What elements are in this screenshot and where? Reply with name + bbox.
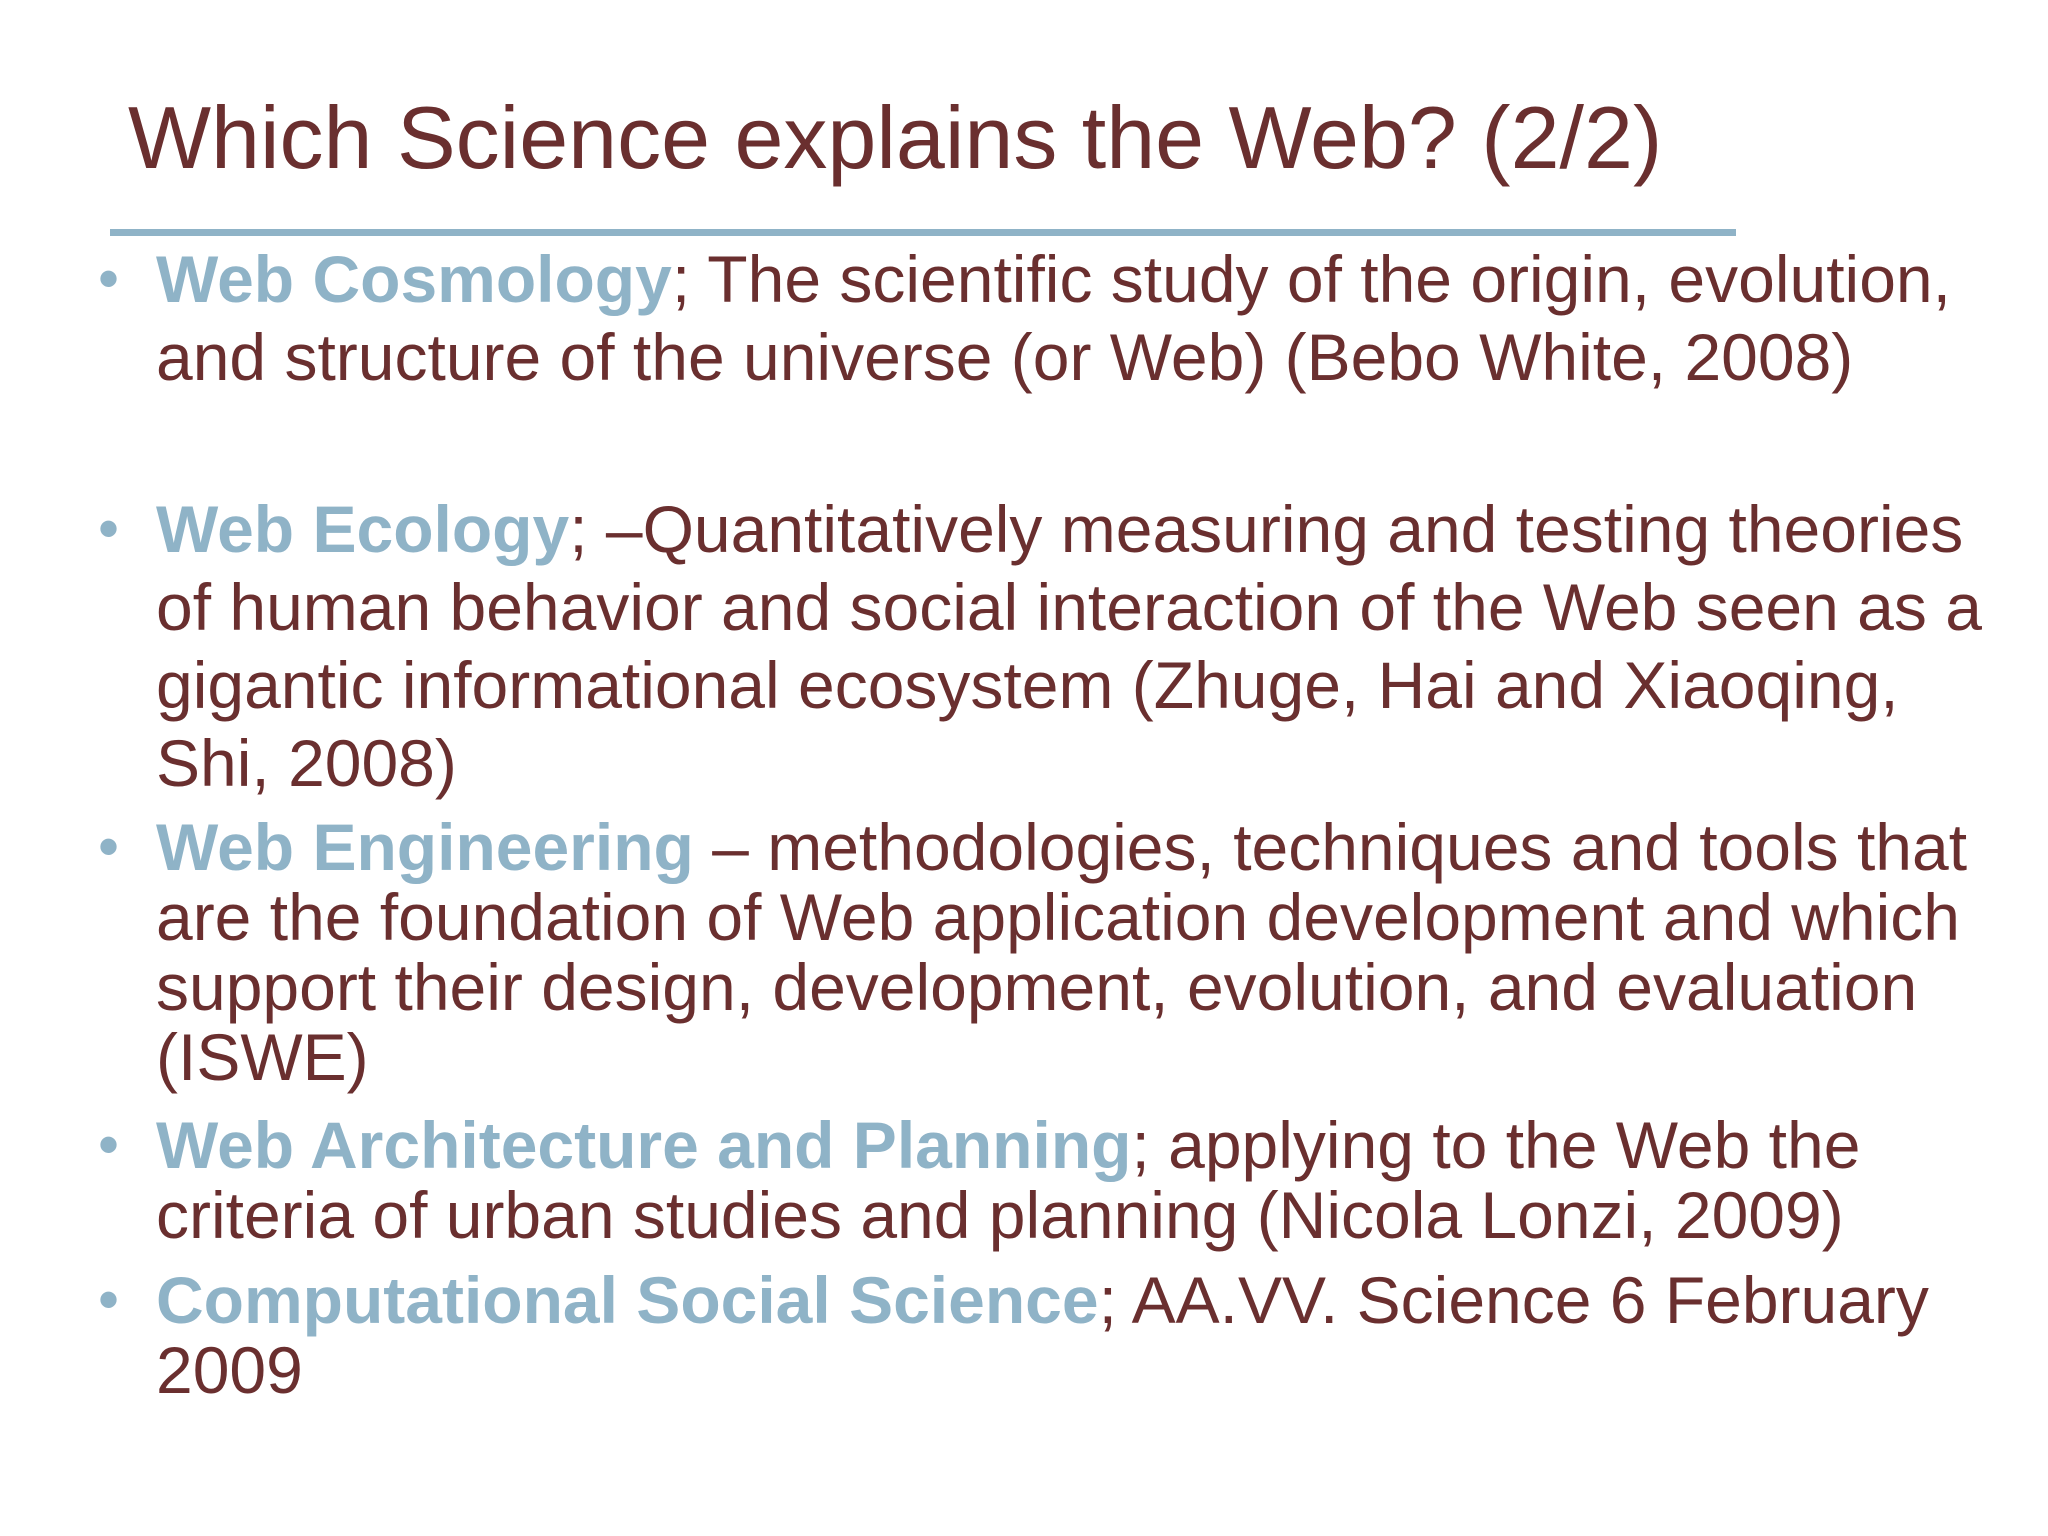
bullet-text: – methodologies, techniques and tools that are the foundation of Web application development and which support their design, development, evolution, and evaluation (ISWE) [156, 810, 1968, 1094]
bullet-item-web-engineering [98, 810, 2006, 1094]
bullet-dot-icon: • [98, 813, 120, 880]
bullet-text: ; The scientific study of the origin, evolution, and structure of the universe (or Web) (Bebo White, 2008) [156, 242, 1951, 394]
bullet-term: Web Cosmology [156, 242, 672, 316]
bullet-term: Web Ecology [156, 492, 570, 566]
title-underline [110, 229, 1736, 236]
bullet-item-computational-social-science [98, 1263, 2006, 1407]
bullet-item-web-ecology [98, 490, 2006, 802]
bullet-text: ; applying to the Web the criteria of urban studies and planning (Nicola Lonzi, 2009) [156, 1108, 1861, 1252]
bullet-dot-icon: • [98, 245, 120, 312]
bullet-text: ; –Quantitatively measuring and testing theories of human behavior and social interaction of the Web seen as a gigantic informational ecosystem (Zhuge, Hai and Xiaoqing, Shi, 2008) [156, 492, 1982, 800]
bullet-item-web-architecture [98, 1108, 2006, 1252]
bullet-term: Web Engineering [156, 810, 694, 884]
bullet-dot-icon: • [98, 495, 120, 562]
bullet-dot-icon: • [98, 1111, 120, 1178]
slide-title: Which Science explains the Web? (2/2) [128, 88, 1663, 187]
bullet-term: Web Architecture and Planning [156, 1108, 1132, 1182]
bullet-item-web-cosmology [98, 240, 2006, 396]
bullet-text: ; AA.VV. Science 6 February 2009 [156, 1263, 1929, 1407]
bullet-dot-icon: • [98, 1266, 120, 1333]
bullet-term: Computational Social Science [156, 1263, 1099, 1337]
